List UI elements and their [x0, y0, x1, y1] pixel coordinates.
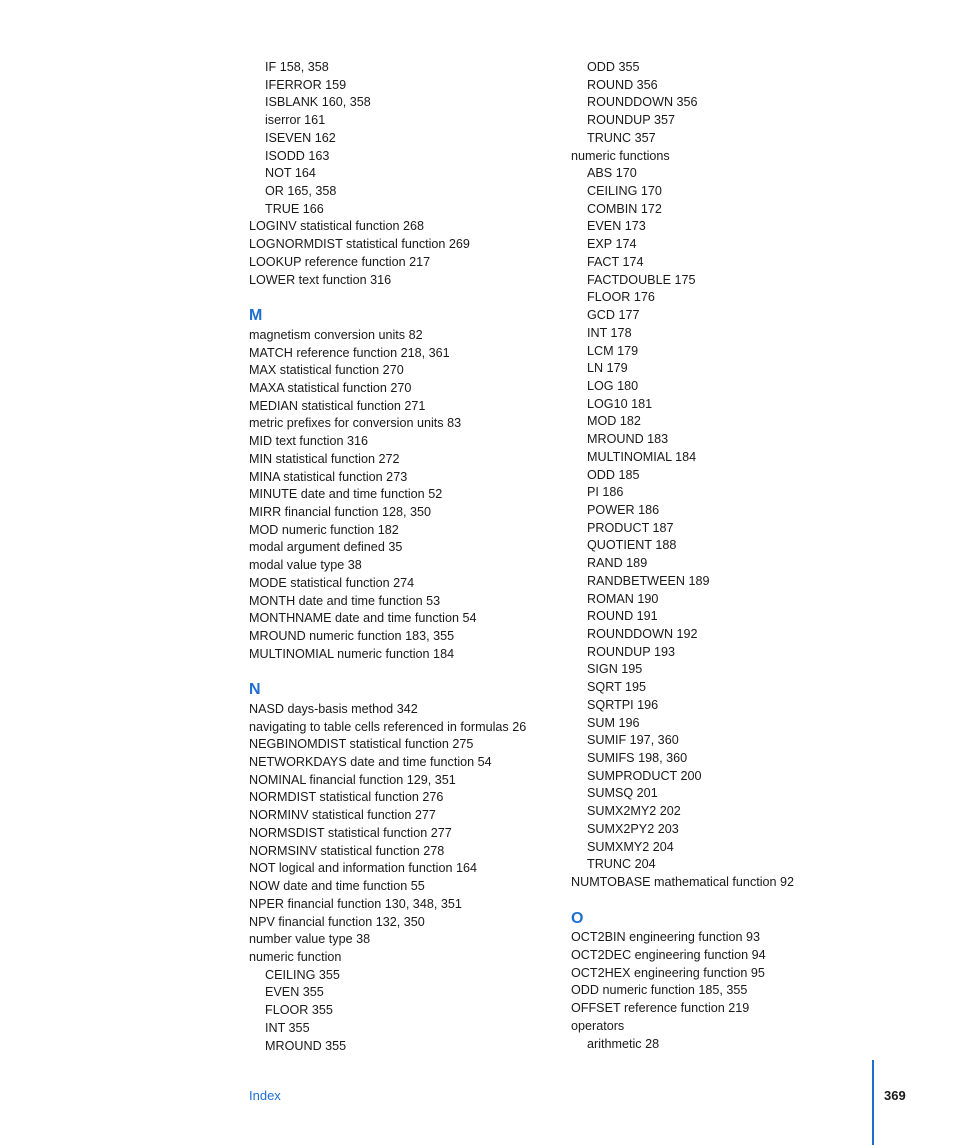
index-entry: NEGBINOMDIST statistical function 275	[249, 737, 474, 752]
index-subentry: EVEN 173	[587, 219, 646, 234]
index-subentry: arithmetic 28	[587, 1036, 660, 1051]
index-entry: NUMTOBASE mathematical function 92	[571, 875, 795, 890]
index-subentry: ISEVEN 162	[265, 130, 336, 145]
index-entry: LOWER text function 316	[249, 272, 392, 287]
index-entry: OCT2DEC engineering function 94	[571, 947, 766, 962]
index-subentry: QUOTIENT 188	[587, 538, 677, 553]
index-entry: NETWORKDAYS date and time function 54	[249, 755, 492, 770]
index-subentry: SUMIF 197, 360	[587, 733, 679, 748]
index-entry: magnetism conversion units 82	[249, 327, 423, 342]
index-subentry: TRUE 166	[265, 201, 324, 216]
index-entry: NORMDIST statistical function 276	[249, 790, 444, 805]
index-subentry: ISBLANK 160, 358	[265, 95, 371, 110]
index-subentry: SUMSQ 201	[587, 786, 658, 801]
index-entry: metric prefixes for conversion units 83	[249, 416, 462, 431]
index-entry: MEDIAN statistical function 271	[249, 398, 426, 413]
index-subentry: ABS 170	[587, 166, 637, 181]
index-entry: MINUTE date and time function 52	[249, 487, 443, 502]
index-subentry: SUMPRODUCT 200	[587, 768, 702, 783]
index-section-letter: M	[249, 307, 263, 325]
index-subentry: INT 178	[587, 325, 632, 340]
index-entry: NOMINAL financial function 129, 351	[249, 772, 456, 787]
index-subentry: SUM 196	[587, 715, 640, 730]
index-entry: NOW date and time function 55	[249, 879, 425, 894]
index-subentry: FACTDOUBLE 175	[587, 272, 696, 287]
index-subentry: FLOOR 355	[265, 1003, 333, 1018]
index-subentry: ODD 185	[587, 467, 640, 482]
index-subentry: LOG10 181	[587, 396, 653, 411]
index-subentry: INT 355	[265, 1020, 310, 1035]
index-subentry: NOT 164	[265, 166, 316, 181]
index-entry: modal value type 38	[249, 558, 362, 573]
index-subentry: TRUNC 357	[587, 130, 656, 145]
index-subentry: SUMX2PY2 203	[587, 821, 679, 836]
index-subentry: ISODD 163	[265, 148, 330, 163]
index-entry: OCT2HEX engineering function 95	[571, 965, 765, 980]
index-subentry: ROUNDDOWN 356	[587, 95, 698, 110]
index-subentry: SUMX2MY2 202	[587, 804, 681, 819]
index-entry: NOT logical and information function 164	[249, 861, 477, 876]
index-column-right	[571, 59, 871, 1053]
index-subentry: LCM 179	[587, 343, 639, 358]
index-entry: LOGINV statistical function 268	[249, 219, 424, 234]
index-entry: MROUND numeric function 183, 355	[249, 629, 455, 643]
index-entry: OCT2BIN engineering function 93	[571, 930, 761, 945]
index-subentry: ODD 355	[587, 60, 640, 74]
index-subentry: SUMXMY2 204	[587, 839, 674, 854]
index-entry: NPV financial function 132, 350	[249, 914, 425, 929]
index-entry: NASD days-basis method 342	[249, 701, 418, 716]
index-entry: LOGNORMDIST statistical function 269	[249, 237, 470, 252]
index-subentry: SQRTPI 196	[587, 697, 659, 712]
index-entry: NORMINV statistical function 277	[249, 808, 436, 823]
index-section-letter: N	[249, 681, 261, 699]
index-subentry: ROUND 191	[587, 609, 658, 624]
index-entry: NPER financial function 130, 348, 351	[249, 896, 462, 911]
index-subentry: MROUND 355	[265, 1038, 347, 1053]
index-subentry: MOD 182	[587, 414, 641, 429]
index-entry: MONTH date and time function 53	[249, 593, 441, 608]
index-subentry: SQRT 195	[587, 680, 647, 695]
index-entry: navigating to table cells referenced in formulas 26	[249, 719, 527, 734]
index-subentry: CEILING 355	[265, 967, 340, 982]
index-entry: OFFSET reference function 219	[571, 1001, 750, 1016]
index-entry: MULTINOMIAL numeric function 184	[249, 646, 455, 661]
index-subentry: IF 158, 358	[265, 60, 329, 74]
index-entry: LOOKUP reference function 217	[249, 254, 431, 269]
index-entry: MAXA statistical function 270	[249, 380, 412, 395]
index-subentry: ROUND 356	[587, 77, 658, 92]
index-subentry: CEILING 170	[587, 184, 662, 199]
index-subentry: LN 179	[587, 361, 628, 376]
index-entry: MID text function 316	[249, 434, 369, 449]
index-subentry: GCD 177	[587, 308, 640, 323]
index-entry: MOD numeric function 182	[249, 522, 399, 537]
index-subentry: iserror 161	[265, 113, 326, 128]
index-subentry: COMBIN 172	[587, 201, 662, 216]
index-subentry: PI 186	[587, 485, 624, 500]
index-entry: MONTHNAME date and time function 54	[249, 611, 477, 626]
index-entry: NORMSINV statistical function 278	[249, 843, 445, 858]
index-subentry: ROUNDDOWN 192	[587, 627, 698, 641]
index-subentry: EVEN 355	[265, 985, 324, 1000]
page-number: 369	[884, 1088, 906, 1103]
index-entry: MATCH reference function 218, 361	[249, 345, 450, 360]
index-subentry: FACT 174	[587, 254, 644, 269]
index-entry: ODD numeric function 185, 355	[571, 983, 748, 998]
index-subentry: EXP 174	[587, 237, 637, 252]
index-subentry: MULTINOMIAL 184	[587, 449, 697, 464]
index-subentry: FLOOR 176	[587, 290, 655, 305]
index-subentry: TRUNC 204	[587, 857, 656, 872]
footer-divider	[872, 1060, 874, 1145]
index-column-left	[249, 59, 549, 1055]
index-entry: MAX statistical function 270	[249, 363, 404, 378]
index-subentry: ROUNDUP 357	[587, 113, 675, 128]
index-entry: MINA statistical function 273	[249, 469, 408, 484]
index-subentry: IFERROR 159	[265, 77, 347, 92]
index-subentry: RANDBETWEEN 189	[587, 573, 710, 588]
index-entry: numeric function	[249, 949, 342, 964]
index-subentry: PRODUCT 187	[587, 520, 674, 535]
index-entry: NORMSDIST statistical function 277	[249, 825, 452, 840]
footer-section-label: Index	[249, 1088, 281, 1103]
index-subentry: MROUND 183	[587, 432, 669, 447]
index-entry: modal argument defined 35	[249, 540, 403, 555]
index-subentry: LOG 180	[587, 378, 639, 393]
index-entry: number value type 38	[249, 932, 371, 947]
index-subentry: ROUNDUP 193	[587, 644, 675, 659]
index-subentry: SIGN 195	[587, 662, 643, 677]
index-entry: MIRR financial function 128, 350	[249, 504, 432, 519]
index-entry: MODE statistical function 274	[249, 575, 415, 590]
index-subentry: RAND 189	[587, 556, 648, 571]
index-entry: operators	[571, 1018, 625, 1033]
index-subentry: POWER 186	[587, 502, 660, 517]
index-entry: numeric functions	[571, 148, 670, 163]
index-subentry: OR 165, 358	[265, 184, 337, 199]
index-section-letter: O	[571, 909, 584, 927]
index-subentry: SUMIFS 198, 360	[587, 751, 688, 766]
index-subentry: ROMAN 190	[587, 591, 659, 606]
index-entry: MIN statistical function 272	[249, 451, 400, 466]
